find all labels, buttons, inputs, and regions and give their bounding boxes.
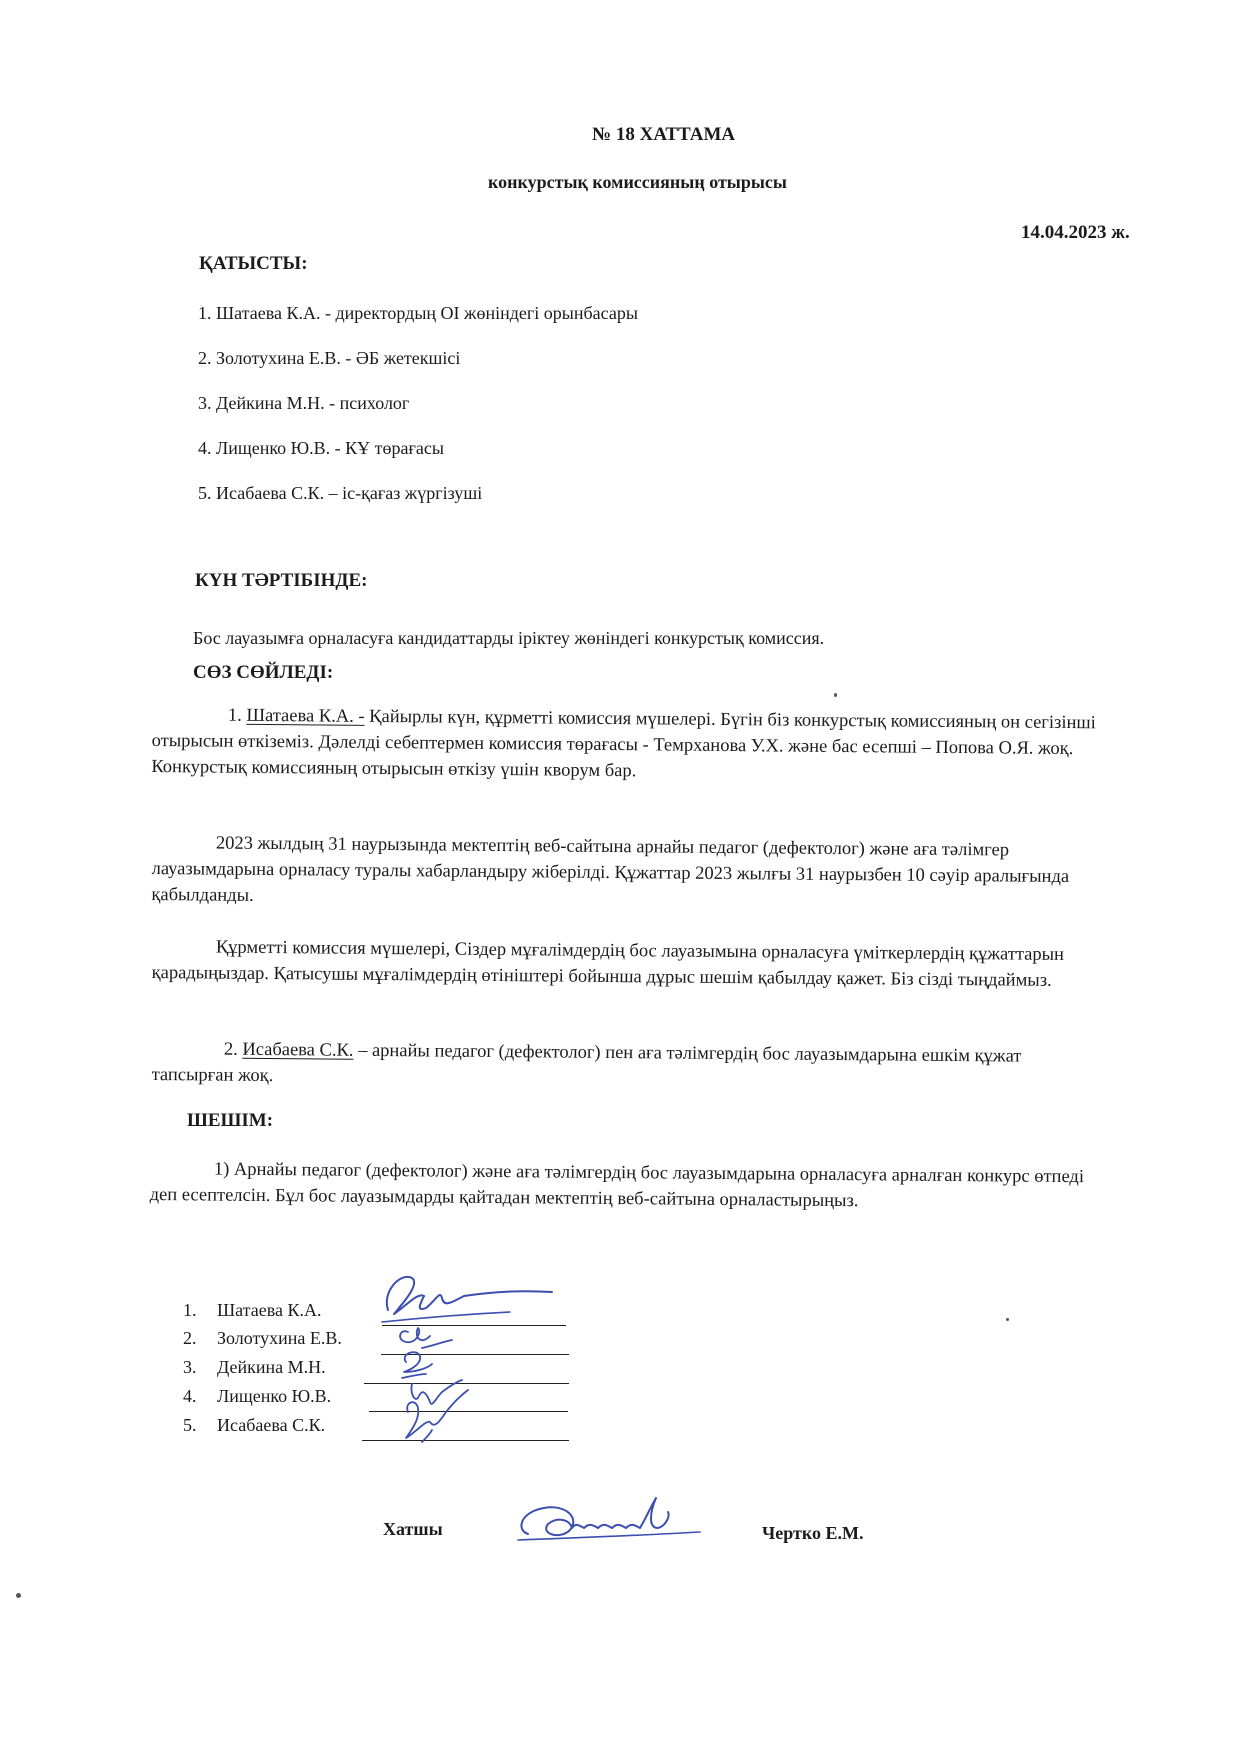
speech-paragraph-3 [152,934,1102,994]
speaker-name: Шатаева К.А. - [246,705,365,727]
present-heading: ҚАТЫСТЫ: [199,253,308,274]
agenda-text: Бос лауазымға орналасуға кандидаттарды іріктеу жөніндегі конкурстық комиссия. [193,628,825,648]
speaker-name: Исабаева С.К. [242,1039,354,1061]
speech-paragraph-1 [151,702,1102,788]
signature-row: 4. Лищенко Ю.В. [183,1386,332,1406]
handwritten-signatures [360,1262,580,1467]
speech-paragraph-4 [152,1036,1102,1096]
document-date: 14.04.2023 ж. [1021,222,1130,243]
decision-paragraph [150,1156,1100,1216]
scan-speck [834,693,837,697]
speech-text: – арнайы педагог (дефектолог) пен аға тәлімгердің бос лауазымдарына ешкім құжат тапсырған жоқ. [151,1040,1022,1087]
speech-text: Қайырлы күн, құрметті комиссия мүшелері. Бүгін біз конкурстық комиссияның он сегізінші отырысын өткіземіз. Дәлелді себептермен комиссия төрағасы - Темрханова У.Х. және бас есепші – Попова О.Я. жоқ. Конкурстық комиссияның отырысын өткізу үшін кворум бар. [151,706,1096,782]
signature-row: 5. Исабаева С.К. [183,1415,326,1435]
speech-text: Құрметті комиссия мүшелері, Сіздер мұғалімдердің бос лауазымына орналасуға үміткерлердің құжаттарын қарадыңыздар. Қатысушы мұғалімдердің өтініштері бойынша дұрыс шешім қабылдау қажет. Біз сізді тыңдаймыз. [151,937,1065,991]
decision-heading: ШЕШІМ: [187,1110,274,1131]
present-item: 5. Исабаева С.К. – іс-қағаз жүргізуші [198,483,483,503]
present-item: 1. Шатаева К.А. - директордың ОІ жөніндегі орынбасары [198,303,638,323]
signature-row: 1. Шатаева К.А. [183,1300,322,1320]
present-item: 2. Золотухина Е.В. - ӘБ жетекшісі [198,348,461,368]
document-subtitle: конкурстық комиссияның отырысы [488,172,787,192]
speech-paragraph-2 [151,830,1102,916]
secretary-label: Хатшы [383,1519,443,1539]
secretary-name: Чертко Е.М. [762,1523,864,1543]
agenda-heading: КҮН ТӘРТІБІНДЕ: [195,570,368,591]
speaker-number: 2. [223,1039,238,1060]
decision-text: 1) Арнайы педагог (дефектолог) және аға тәлімгердің бос лауазымдарына орналасуға арналған конкурс өтпеді деп есептелсін. Бұл бос лауазымдарды қайтадан мектептің веб-сайтына орналастырыңыз. [149,1159,1085,1212]
present-item: 4. Лищенко Ю.В. - КҰ төрағасы [198,438,444,458]
scan-speck [1006,1318,1009,1321]
secretary-signature [510,1482,730,1562]
signature-row: 3. Дейкина М.Н. [183,1357,326,1377]
speech-heading: СӨЗ СӨЙЛЕДІ: [193,662,334,683]
speech-text: 2023 жылдың 31 наурызында мектептің веб-сайтына арнайы педагог (дефектолог) және аға тәлімгер лауазымдарына орналасу туралы хабарландыру жіберілді. Құжаттар 2023 жылғы 31 наурызбен 10 сәуір аралығында қабылданды. [151,833,1070,906]
document-title: № 18 ХАТТАМА [592,124,736,145]
scan-speck [16,1593,21,1598]
present-item: 3. Дейкина М.Н. - психолог [198,393,410,413]
speaker-number: 1. [227,705,242,726]
signature-row: 2. Золотухина Е.В. [183,1328,342,1348]
